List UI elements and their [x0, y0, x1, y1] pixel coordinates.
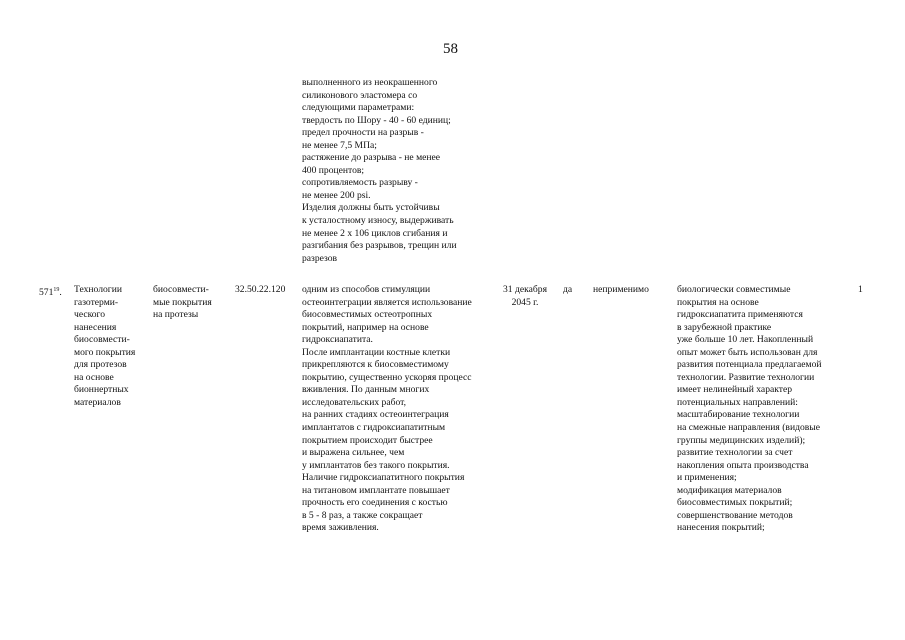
last-column-cell: 1 — [858, 284, 863, 295]
row-number-main: 571 — [39, 287, 54, 298]
product-cell: биосовмести- мые покрытия на протезы — [153, 284, 212, 321]
applicability-cell: неприменимо — [593, 284, 649, 295]
page-number: 58 — [443, 41, 458, 57]
row-number-superscript: 19 — [53, 287, 60, 293]
justification-cell: биологически совместимые покрытия на основе гидроксиапатита применяются в зарубежной практике уже больше 10 лет. Накопленный опыт может быть использован для развития потенциала предлагаемой технологии. Развитие технологии имеет нелинейный характер потенциальных направлений: масштабирование технологии на смежные направления (видовые группы медицинских изделий); развитие технологии за счет накопления опыта производства и применения; модификация материалов биосовместимых покрытий; совершенствование методов нанесения покрытий; — [677, 284, 822, 534]
row-number-suffix: . — [59, 287, 62, 298]
date-cell: 31 декабря 2045 г. — [503, 284, 547, 308]
technology-name-cell: Технологии газотерми- ческого нанесения биосовмести- мого покрытия для протезов на основе бионнертных материалов — [74, 284, 136, 408]
continuation-text: выполненного из неокрашенного силиконового эластомера со следующими параметрами: твердость по Шору - 40 - 60 единиц; предел прочности на разрыв - не менее 7,5 МПа; растяжение до разрыва - не менее 400 процентов; сопротивляемость разрыву - не менее 200 psi. Изделия должны быть устойчивы к усталостному износу, выдерживать не менее 2 x 106 циклов сгибания и разгибания без разрывов, трещин или разрезов — [302, 77, 457, 264]
flag-cell: да — [563, 284, 573, 295]
description-cell: одним из способов стимуляции остеоинтеграции является использование биосовместимых остеотропных покрытий, например на основе гидроксиапатита. После имплантации костные клетки прикрепляются к биосовместимому покрытию, существенно ускоряя процесс вживления. По данным многих исследовательских работ, на ранних стадиях остеоинтеграция имплантатов с гидроксиапатитным покрытием происходит быстрее и выражена сильнее, чем у имплантатов без такого покрытия. Наличие гидроксиапатитного покрытия на титановом имплантате повышает прочность его соединения с костью в 5 - 8 раз, а также сокращает время заживления. — [302, 284, 472, 534]
code-cell: 32.50.22.120 — [235, 284, 286, 295]
row-number — [39, 284, 62, 300]
